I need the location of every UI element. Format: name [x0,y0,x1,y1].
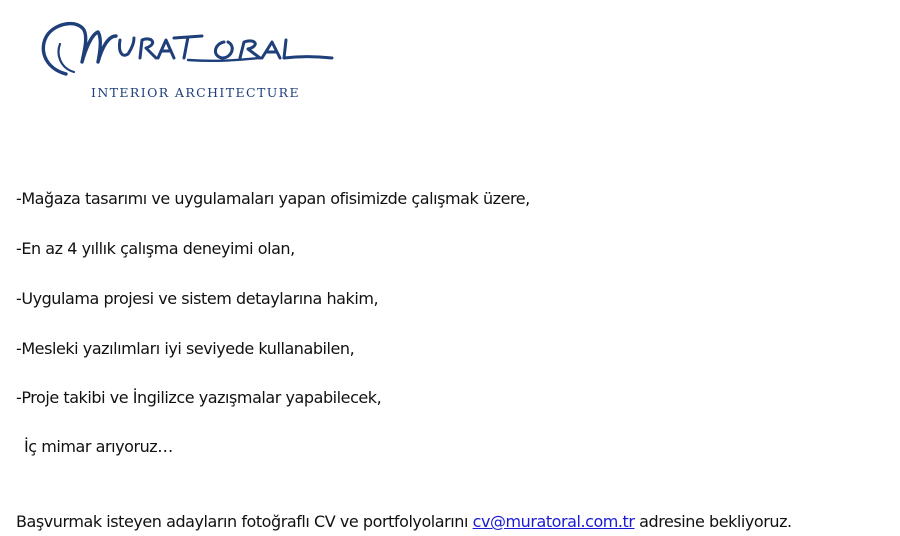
closing-text-before: Başvurmak isteyen adayların fotoğraflı CV ve portfolyolarını [16,512,473,531]
requirement-item: -Proje takibi ve İngilizce yazışmalar yapabilecek, [16,388,382,407]
application-instructions [16,512,792,532]
email-link[interactable]: cv@muratoral.com.tr [472,512,635,531]
company-logo [38,18,338,104]
murat-oral-signature-logo [38,18,338,84]
job-title-line: İç mimar arıyoruz… [24,437,173,456]
closing-text-after: adresine bekliyoruz. [634,512,792,531]
requirement-item: -Uygulama projesi ve sistem detaylarına hakim, [16,289,379,308]
logo-tagline: INTERIOR ARCHITECTURE [91,85,300,100]
requirement-item: -Mesleki yazılımları iyi seviyede kullanabilen, [16,339,355,358]
requirement-item: -Mağaza tasarımı ve uygulamaları yapan ofisimizde çalışmak üzere, [16,189,530,208]
requirement-item: -En az 4 yıllık çalışma deneyimi olan, [16,239,295,258]
